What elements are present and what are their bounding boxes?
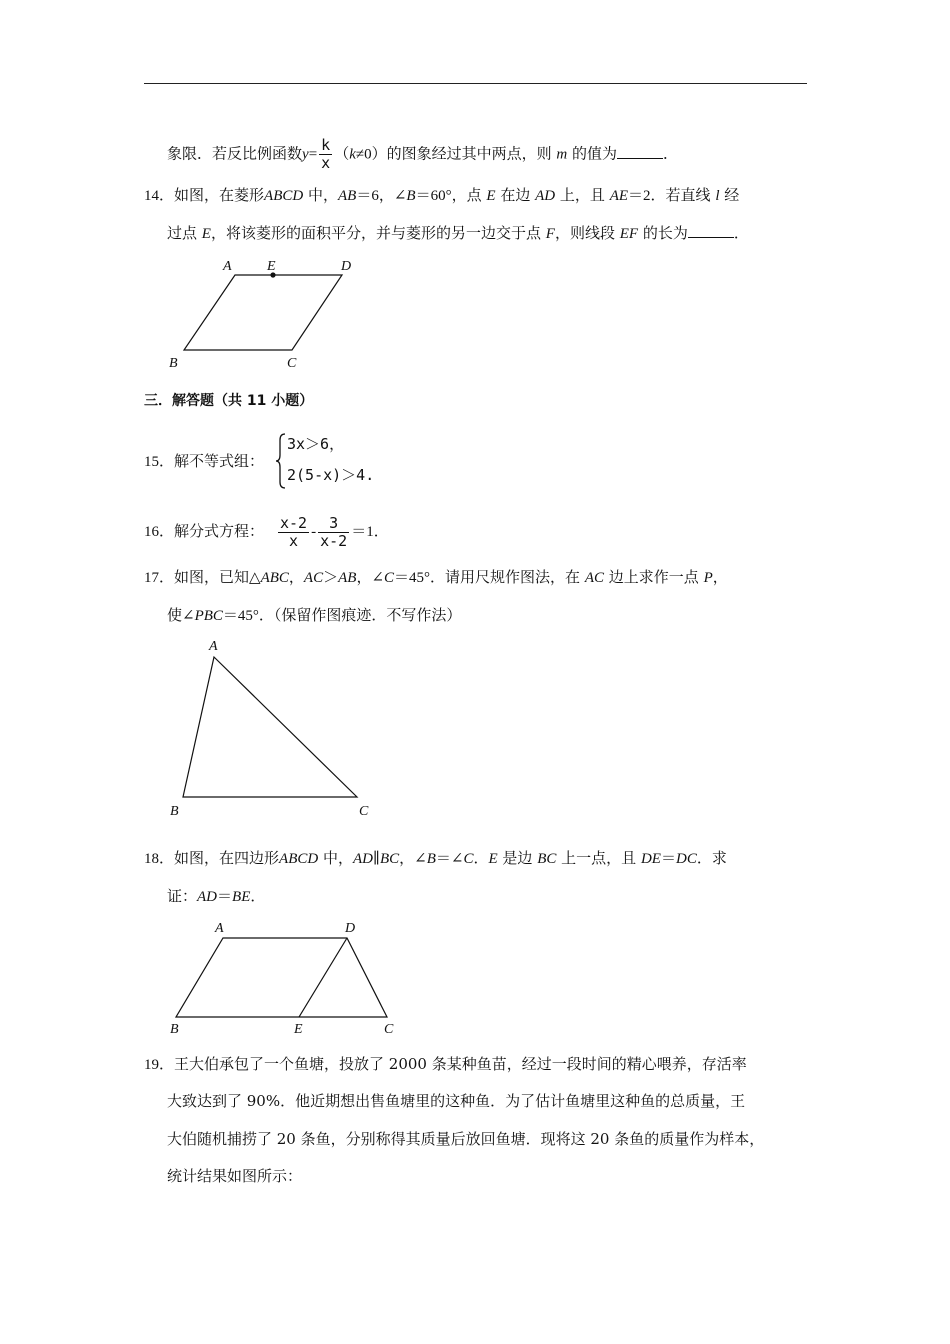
frac-den: x (289, 531, 299, 550)
q19-line-1 (144, 1054, 747, 1075)
q13-end: ． (663, 144, 679, 163)
q17-var: P (703, 570, 713, 586)
q17-text: ， (288, 568, 304, 586)
q18-line-1 (144, 848, 727, 869)
q17-var: AB (338, 570, 357, 586)
label-c: C (287, 356, 297, 371)
q15-ineq-1: 3x＞6， (287, 435, 345, 453)
label-e: E (294, 1022, 303, 1037)
q13-eq: = (308, 146, 318, 163)
label-b: B (169, 356, 178, 371)
frac-num: x-2 (280, 513, 308, 532)
q18-quadrilateral-figure (165, 915, 400, 1040)
label-a: A (223, 259, 232, 274)
q17-var: PBC (194, 608, 223, 624)
segment-de (299, 938, 347, 1017)
q14-number: 14． (144, 188, 175, 204)
q13-text-1: 象限．若反比例函数 (167, 144, 303, 163)
q13-text-2: 的图象经过其中两点，则 (386, 144, 552, 163)
q18-text: ＝∠ (435, 851, 464, 867)
q13-text-3: 的值为 (572, 144, 618, 163)
label-b: B (170, 1022, 179, 1037)
q17-text: ＝45°．（保留作图痕迹．不写作法） (222, 608, 462, 624)
q13-var-y: y (302, 146, 309, 163)
trapezoid-shape (176, 938, 387, 1017)
q14-text: ＝2．若直线 (628, 188, 711, 204)
q17-line-2 (167, 605, 461, 626)
q16-rhs: ＝1． (351, 524, 389, 540)
label-a: A (209, 639, 218, 654)
q17-number: 17． (144, 570, 175, 586)
q14-text: 如图，在菱形 (174, 186, 265, 204)
frac-num: 3 (318, 515, 349, 533)
q13-var-m: m (556, 146, 568, 163)
q19-line-4: 统计结果如图所示： (167, 1167, 303, 1185)
q18-text: ，∠ (399, 849, 427, 867)
q14-line-2 (167, 223, 749, 244)
q15-text: 解不等式组： (174, 452, 265, 470)
q14-var: AE (609, 188, 629, 204)
q14-text: 上，且 (559, 186, 605, 204)
q17-text: 如图，已知△ (174, 568, 261, 586)
q14-var: AD (535, 188, 556, 204)
q14-text: 经 (724, 186, 740, 204)
q18-text: ＝ (660, 851, 676, 867)
q18-text: ∥ (373, 851, 380, 867)
q16-equation (276, 510, 389, 553)
q16-fraction-1 (278, 515, 309, 550)
q18-text: 中， (322, 849, 353, 867)
q17-text: ， (712, 568, 728, 586)
q14-var: EF (619, 226, 639, 242)
q18-var: AD (197, 889, 218, 905)
q17-text: ，∠ (356, 568, 385, 586)
q17-text: ＞ (323, 570, 339, 586)
q19-line-2: 大致达到了 90%．他近期想出售鱼塘里的这种鱼．为了估计鱼塘里这种鱼的总质量，王 (167, 1092, 746, 1110)
q14-var: E (201, 226, 211, 242)
q13-paren: （ (334, 144, 350, 163)
q13-fraction (319, 137, 332, 172)
q14-text: ＝6，∠ (356, 188, 407, 204)
q18-var: BC (537, 851, 557, 867)
q15-line (144, 451, 264, 472)
q18-var: DE (640, 851, 661, 867)
q16-number: 16． (144, 524, 175, 540)
q18-var: E (488, 851, 498, 867)
q18-text: 证： (167, 887, 198, 905)
q14-var: E (486, 188, 496, 204)
q14-answer-blank (688, 223, 734, 238)
label-b: B (170, 804, 179, 819)
q14-text: 的长为 (642, 224, 688, 242)
q14-var: l (715, 188, 720, 204)
label-d: D (345, 921, 356, 936)
q14-line-1 (144, 185, 739, 206)
left-brace (275, 432, 287, 490)
q18-var: B (426, 851, 436, 867)
q13-answer-blank (617, 144, 663, 159)
q18-text: ． (250, 887, 266, 905)
q17-text: ＝45°．请用尺规作图法，在 (394, 570, 581, 586)
q18-text: ＝ (217, 889, 233, 905)
q16-text: 解分式方程： (174, 522, 265, 540)
q18-line-2 (167, 886, 265, 907)
q17-var: ABC (260, 570, 289, 586)
q14-var: F (545, 226, 555, 242)
q13-frac-den: x (321, 154, 331, 172)
label-c: C (384, 1022, 394, 1037)
q17-triangle-figure (165, 635, 380, 820)
q16-fraction-2 (318, 515, 349, 550)
q15-inequality-system (275, 432, 395, 490)
label-e: E (267, 259, 276, 274)
q19-text-1: 王大伯承包了一个鱼塘，投放了 2000 条某种鱼苗，经过一段时间的精心喂养，存活率 (174, 1055, 747, 1073)
q18-var: ABCD (279, 851, 319, 867)
q17-text: 边上求作一点 (608, 568, 699, 586)
q14-text: 过点 (167, 224, 198, 242)
label-a: A (215, 921, 224, 936)
q19-number: 19． (144, 1057, 175, 1073)
q13-var-k: k (349, 146, 356, 163)
q14-text: ＝60°，点 (415, 188, 482, 204)
q17-var: C (384, 570, 395, 586)
label-c: C (359, 804, 369, 819)
q18-var: BE (232, 889, 251, 905)
q18-text: 上一点，且 (561, 849, 637, 867)
q18-text: ．求 (696, 849, 727, 867)
q18-var: AD (353, 851, 373, 867)
q14-rhombus-figure (165, 255, 365, 370)
q13-line (167, 137, 678, 172)
q14-text: 在边 (500, 186, 531, 204)
q18-text: 如图，在四边形 (174, 849, 280, 867)
q14-text: ，则线段 (554, 224, 615, 242)
q14-var: AB (338, 188, 357, 204)
q19-line-3: 大伯随机捕捞了 20 条鱼，分别称得其质量后放回鱼塘．现将这 20 条鱼的质量作为样本， (167, 1130, 765, 1148)
q14-text: ，将该菱形的面积平分，并与菱形的另一边交于点 (210, 224, 541, 242)
triangle-shape (183, 657, 357, 797)
q15-number: 15． (144, 454, 175, 470)
q13-neq: ≠0） (355, 146, 387, 163)
q18-var: C (463, 851, 474, 867)
q16-minus: - (311, 524, 317, 540)
q17-line-1 (144, 567, 728, 588)
frac-den: x-2 (320, 531, 348, 550)
q17-text: 使∠ (167, 606, 195, 624)
q13-frac-num: k (321, 136, 331, 154)
q14-var: ABCD (264, 188, 304, 204)
q18-var: DC (675, 851, 697, 867)
q17-var: AC (303, 570, 324, 586)
q17-var: AC (584, 570, 604, 586)
q14-var: B (406, 188, 416, 204)
rhombus-shape (184, 275, 342, 350)
header-rule (144, 83, 807, 84)
q16-line (144, 521, 264, 542)
q18-number: 18． (144, 851, 175, 867)
q18-text: 是边 (502, 849, 533, 867)
q18-var: BC (379, 851, 400, 867)
label-d: D (341, 259, 352, 274)
q18-text: ． (473, 849, 489, 867)
q14-text: 中， (307, 186, 338, 204)
section-3-title: 三．解答题（共 11 小题） (144, 393, 314, 409)
q14-end: ． (733, 224, 749, 242)
q15-ineq-2: 2(5-x)＞4. (287, 466, 375, 484)
